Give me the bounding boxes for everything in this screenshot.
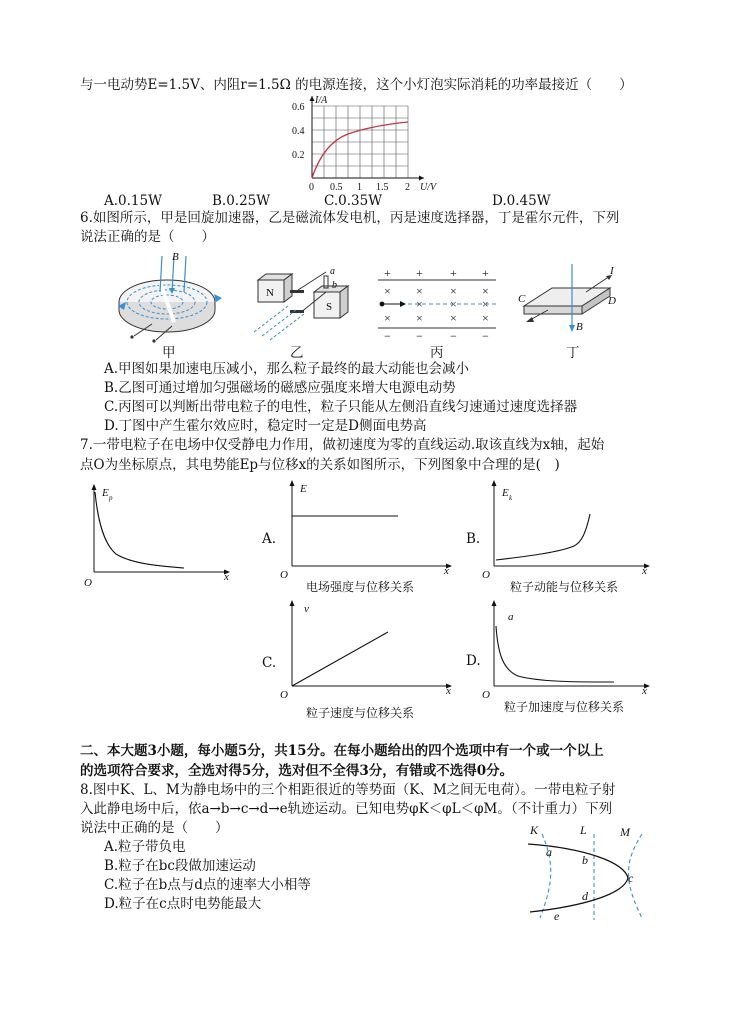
svg-text:+: +	[416, 266, 423, 280]
q8-stem-line3: 说法中正确的是（ ）	[80, 820, 229, 836]
svg-text:×: ×	[482, 297, 489, 311]
q6-mhd-a-label: a	[330, 266, 335, 277]
svg-text:−: −	[450, 329, 457, 342]
q6-option-d: D.丁图中产生霍尔效应时，稳定时一定是D侧面电势高	[104, 418, 427, 434]
q5-stem: 与一电动势E=1.5V、内阻r=1.5Ω 的电源连接，这个小灯泡实际消耗的功率最接近（ ）	[80, 77, 633, 93]
svg-text:+: +	[450, 266, 457, 280]
svg-text:+: +	[384, 266, 391, 280]
q6-cyclotron-b-label: B	[172, 251, 179, 263]
q7-option-a-caption: 电场强度与位移关系	[306, 580, 415, 594]
q7-c-origin: O	[280, 689, 288, 700]
q6-fig-label-yi: 乙	[290, 345, 304, 361]
q7-b-origin: O	[482, 569, 490, 580]
q6-hall-element-figure	[514, 262, 626, 344]
q8-point-e: e	[554, 909, 560, 923]
q6-option-c: C.丙图可以判断出带电粒子的电性，粒子只能从左侧沿直线匀速通过速度选择器	[104, 399, 578, 415]
q8-point-d: d	[582, 889, 588, 903]
q5-option-d: D.0.45W	[492, 193, 551, 209]
q7-b-ysub: k	[509, 494, 513, 502]
q7-main-ysub: p	[109, 494, 113, 502]
q8-option-a: A.粒子带负电	[104, 839, 186, 855]
q6-hall-c-label: C	[518, 293, 526, 305]
q7-option-b-caption: 粒子动能与位移关系	[510, 580, 619, 594]
q5-xtick: 0	[309, 182, 314, 193]
q7-option-b-letter: B.	[466, 531, 481, 547]
q5-xtick: 1.5	[376, 182, 389, 193]
q7-ep-x-graph	[80, 482, 236, 590]
q5-iu-graph	[290, 94, 450, 194]
q6-fig-label-jia: 甲	[162, 345, 176, 361]
svg-text:−: −	[384, 329, 391, 342]
svg-text:×: ×	[482, 284, 489, 298]
q5-option-b: B.0.25W	[212, 193, 271, 209]
q6-stem-line1: 6.如图所示，甲是回旋加速器，乙是磁流体发电机，丙是速度选择器，丁是霍尔元件，下列	[80, 210, 620, 226]
q7-option-a-graph	[276, 478, 456, 580]
section2-heading-line1: 二、本大题3小题，每小题5分，共15分。在每小题给出的四个选项中有一个或一个以上	[80, 743, 604, 759]
svg-text:×: ×	[416, 311, 423, 325]
q8-option-c: C.粒子在b点与d点的速率大小相等	[104, 877, 311, 893]
q7-option-b-graph	[480, 478, 656, 580]
q7-option-d-graph	[480, 598, 656, 700]
q5-option-a: A.0.15W	[104, 193, 162, 209]
q7-c-ylabel: v	[304, 603, 309, 615]
q6-fig-label-ding: 丁	[566, 345, 580, 361]
q8-label-l: L	[580, 823, 587, 837]
q5-ytick: 0.4	[292, 126, 305, 137]
q6-mhd-figure	[244, 262, 354, 344]
q7-c-xlabel: x	[446, 685, 451, 697]
svg-text:−: −	[416, 329, 423, 342]
q7-d-xlabel: x	[642, 685, 647, 697]
svg-text:×: ×	[482, 311, 489, 325]
q7-main-xlabel: x	[224, 571, 229, 583]
q6-hall-d-label: D	[608, 295, 616, 307]
svg-text:+: +	[482, 266, 489, 280]
q6-cyclotron-figure	[112, 248, 232, 344]
q5-ytick: 0.2	[292, 150, 305, 161]
svg-text:×: ×	[450, 284, 457, 298]
q8-option-b: B.粒子在bc段做加速运动	[104, 858, 256, 874]
svg-text:×: ×	[450, 297, 457, 311]
q6-hall-i-label: I	[610, 265, 614, 277]
q8-label-m: M	[620, 825, 630, 839]
q7-stem-line2: 点O为坐标原点，其电势能Ep与位移x的关系如图所示，下列图象中合理的是( )	[80, 457, 560, 473]
section2-heading-line2: 的选项符合要求，全选对得5分，选对但不全得3分，有错或不选得0分。	[80, 763, 514, 779]
q6-mhd-s-label: S	[326, 301, 333, 313]
q6-option-b: B.乙图可通过增加匀强磁场的磁感应强度来增大电源电动势	[104, 380, 456, 396]
q8-point-a: a	[546, 845, 552, 859]
q7-option-a-letter: A.	[262, 531, 277, 547]
q5-ytick: 0.6	[292, 102, 305, 113]
q6-mhd-b-label: b	[332, 280, 337, 291]
svg-text:×: ×	[450, 311, 457, 325]
svg-text:−: −	[482, 329, 489, 342]
q5-option-c: C.0.35W	[324, 193, 383, 209]
q5-ylabel: I/A	[315, 95, 328, 106]
q8-trajectory	[528, 844, 628, 912]
q6-stem-line2: 说法正确的是（ ）	[80, 229, 215, 245]
q7-option-c-graph	[276, 598, 456, 700]
q7-b-xlabel: x	[642, 565, 647, 577]
q7-main-origin: O	[84, 577, 92, 589]
q8-label-k: K	[530, 823, 539, 837]
q7-stem-line1: 7.一带电粒子在电场中仅受静电力作用，做初速度为零的直线运动.取该直线为x轴，起始	[80, 437, 605, 453]
svg-text:×: ×	[416, 284, 423, 298]
q7-b-ylabel: E	[502, 487, 509, 499]
q8-stem-line2: 入此静电场中后，依a→b→c→d→e轨迹运动。已知电势φK＜φL＜φM。（不计重力）下列	[80, 801, 613, 817]
q7-d-origin: O	[482, 689, 490, 700]
svg-text:×: ×	[384, 284, 391, 298]
q6-mhd-n-label: N	[266, 287, 274, 299]
q6-option-a: A.甲图如果加速电压减小，那么粒子最终的最大动能也会减小	[104, 361, 470, 377]
q7-main-ylabel: E	[102, 487, 109, 499]
q6-velocity-selector-figure	[372, 266, 500, 342]
q8-stem-line1: 8.图中K、L、M为静电场中的三个相距很近的等势面（K、M之间无电荷）。一带电粒子射	[80, 782, 616, 798]
q5-grid	[312, 106, 408, 178]
q6-fig-label-bing: 丙	[430, 345, 444, 361]
q7-a-origin: O	[280, 569, 288, 580]
svg-text:×: ×	[384, 311, 391, 325]
q5-xtick: 2	[405, 182, 410, 193]
q7-option-d-letter: D.	[466, 653, 481, 669]
q5-xtick: 1	[357, 182, 362, 193]
q8-equipotential-figure	[524, 822, 654, 924]
q7-a-ylabel: E	[300, 483, 307, 495]
q7-option-c-caption: 粒子速度与位移关系	[306, 706, 415, 720]
q8-point-c: c	[628, 871, 634, 885]
q7-option-d-caption: 粒子加速度与位移关系	[504, 700, 625, 714]
q5-xtick: 0.5	[330, 182, 343, 193]
svg-text:×: ×	[416, 297, 423, 311]
q7-d-ylabel: a	[508, 611, 514, 623]
q6-hall-b-label: B	[576, 321, 583, 333]
q7-option-c-letter: C.	[262, 655, 277, 671]
q7-a-xlabel: x	[444, 565, 449, 577]
q8-point-b: b	[582, 853, 588, 867]
q8-option-d: D.粒子在c点时电势能最大	[104, 896, 262, 912]
q5-xlabel: U/V	[420, 182, 437, 193]
